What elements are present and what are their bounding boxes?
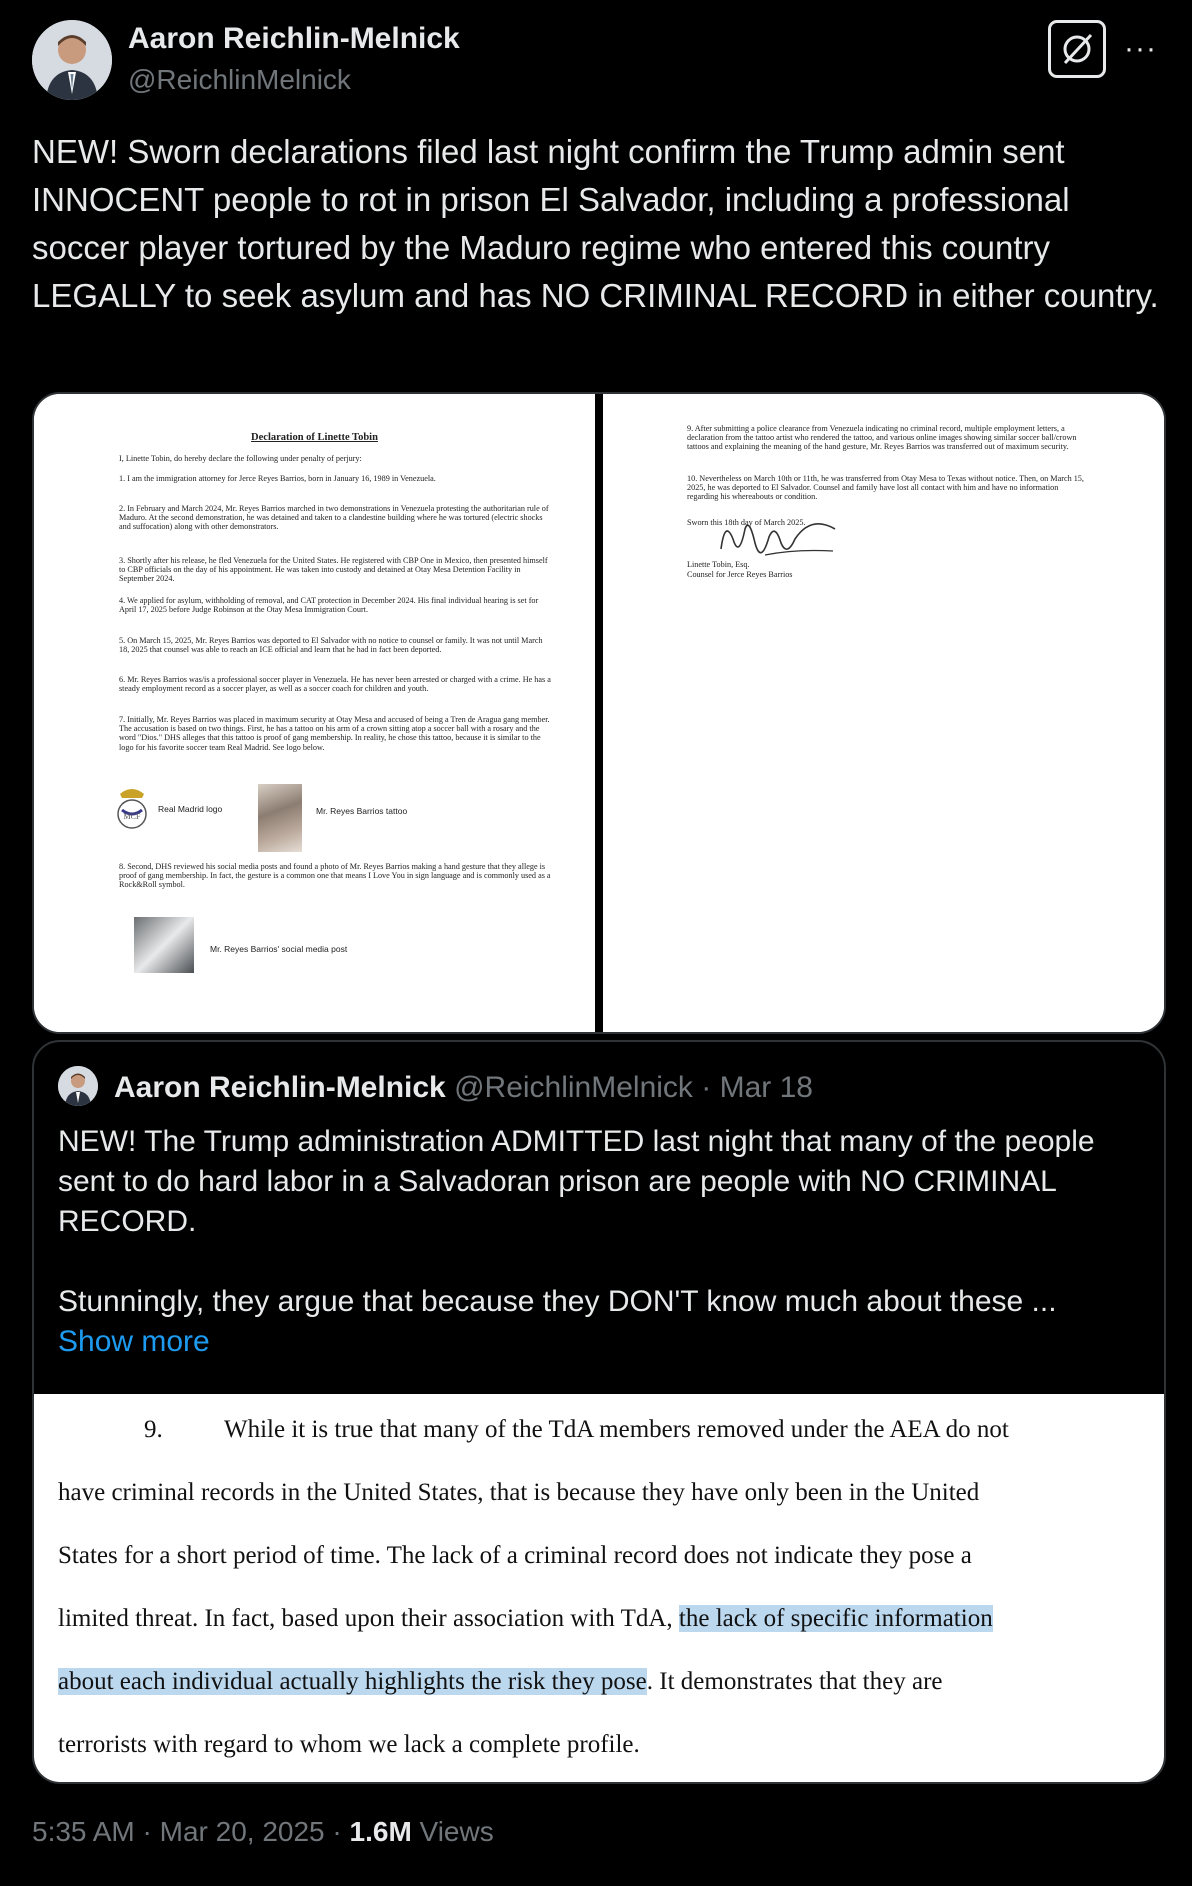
tattoo-caption: Mr. Reyes Barrios tattoo bbox=[316, 806, 408, 816]
quote-author-name[interactable]: Aaron Reichlin-Melnick bbox=[114, 1071, 446, 1104]
declaration-para-10: 10. Nevertheless on March 10th or 11th, he was transferred from Otay Mesa to Texas without notice. Then, on March 15, 2025, he was deported to El Salvador. Counsel and family have lost all contact with him and have no information regarding his whereabouts or condition. bbox=[687, 474, 1084, 502]
signer-role: Counsel for Jerce Reyes Barrios bbox=[687, 570, 793, 579]
quote-document-image[interactable] bbox=[34, 1394, 1164, 1782]
quote-author-handle[interactable]: @ReichlinMelnick bbox=[454, 1071, 693, 1104]
doc-highlight-2: about each individual actually highlights the risk they pose bbox=[58, 1668, 647, 1695]
post-time[interactable]: 5:35 AM bbox=[32, 1816, 135, 1847]
post-date[interactable]: Mar 20, 2025 bbox=[159, 1816, 325, 1847]
tattoo-photo bbox=[258, 784, 302, 852]
views-label: Views bbox=[411, 1816, 494, 1847]
author-handle[interactable]: @ReichlinMelnick bbox=[128, 64, 351, 95]
declaration-para-3: 3. Shortly after his release, he fled Venezuela for the United States. He registered with CBP One in Mexico, then presented himself to CBP officials on the day of his appointment. He was taken into custody and detained at Otay Mesa Detention Facility in September 2024. bbox=[119, 556, 548, 584]
doc-line-1: While it is true that many of the TdA members removed under the AEA do not bbox=[224, 1416, 1009, 1443]
declaration-page-1[interactable] bbox=[34, 394, 595, 1032]
logo-caption: Real Madrid logo bbox=[158, 804, 223, 814]
quote-meta bbox=[114, 1071, 813, 1105]
declaration-page-2[interactable] bbox=[603, 394, 1164, 1032]
svg-text:MCF: MCF bbox=[123, 812, 141, 821]
quote-separator: · bbox=[701, 1071, 712, 1104]
grok-icon bbox=[1051, 23, 1103, 75]
declaration-title: Declaration of Linette Tobin bbox=[251, 432, 378, 443]
doc-line-5 bbox=[58, 1668, 943, 1696]
tweet-header bbox=[32, 20, 1160, 100]
quote-author-avatar[interactable] bbox=[58, 1066, 98, 1106]
tweet-media[interactable] bbox=[32, 392, 1166, 1034]
grok-button[interactable] bbox=[1048, 20, 1106, 78]
doc-line-3: States for a short period of time. The lack of a criminal record does not indicate they pose a bbox=[58, 1542, 972, 1569]
social-media-photo bbox=[134, 917, 194, 973]
doc-line-5-text: . It demonstrates that they are bbox=[646, 1668, 943, 1695]
declaration-para-6: 6. Mr. Reyes Barrios was/is a professional soccer player in Venezuela. He has never been arrested or charged with a crime. He has a steady employment record as a soccer player, as well as a soccer coach for children and youth. bbox=[119, 675, 551, 694]
signer-name: Linette Tobin, Esq. bbox=[687, 560, 750, 569]
real-madrid-logo-image bbox=[114, 784, 150, 830]
author-name[interactable]: Aaron Reichlin-Melnick bbox=[128, 22, 460, 55]
quote-date[interactable]: Mar 18 bbox=[719, 1071, 813, 1104]
declaration-para-8: 8. Second, DHS reviewed his social media posts and found a photo of Mr. Reyes Barrios making a hand gesture that they allege is proof of gang membership. In fact, the gesture is a common one that means I Love You in sign language and is commonly used as a Rock&Roll symbol. bbox=[119, 862, 551, 890]
declaration-para-2: 2. In February and March 2024, Mr. Reyes Barrios marched in two demonstrations in Venezuela protesting the authoritarian rule of Maduro. At the second demonstration, he was detained and taken to a clandestine building where he was tortured (electric shocks and suffocation) along with other demonstrators. bbox=[119, 504, 549, 532]
doc-line-4 bbox=[58, 1605, 993, 1633]
social-caption: Mr. Reyes Barrios' social media post bbox=[210, 944, 348, 954]
footer-separator-1: · bbox=[134, 1816, 160, 1847]
media-divider bbox=[595, 394, 603, 1032]
doc-line-6: terrorists with regard to whom we lack a complete profile. bbox=[58, 1731, 640, 1758]
quoted-tweet[interactable] bbox=[32, 1040, 1166, 1784]
declaration-para-5: 5. On March 15, 2025, Mr. Reyes Barrios was deported to El Salvador with no notice to counsel or family. It was not until March 18, 2025 that counsel was able to reach an ICE official and learn that he had in fact been deported. bbox=[119, 636, 543, 655]
quote-text-para-1: NEW! The Trump administration ADMITTED last night that many of the people sent to do hard labor in a Salvadoran prison are people with NO CRIMINAL RECORD. bbox=[58, 1125, 1095, 1238]
declaration-para-1: 1. I am the immigration attorney for Jerce Reyes Barrios, born in January 16, 1989 in Venezuela. bbox=[119, 474, 436, 483]
footer-separator-2: · bbox=[324, 1816, 350, 1847]
declaration-para-4: 4. We applied for asylum, withholding of removal, and CAT protection in December 2024. His final individual hearing is set for April 17, 2025 before Judge Robinson at the Otay Mesa Immigration Court. bbox=[119, 596, 539, 615]
declaration-para-7: 7. Initially, Mr. Reyes Barrios was placed in maximum security at Otay Mesa and accused of being a Tren de Aragua gang member. The accusation is based on two things. First, he has a tattoo on his arm of a crown sitting atop a soccer ball with a rosary and the word "Dios." DHS alleges that this tattoo is proof of gang membership. In reality, he chose this tattoo, because it is similar to the logo for his favorite soccer team Real Madrid. See logo below. bbox=[119, 715, 550, 752]
doc-line-2: have criminal records in the United States, that is because they have only been in the United bbox=[58, 1479, 980, 1506]
doc-line-4-text: limited threat. In fact, based upon their association with TdA, bbox=[58, 1605, 679, 1632]
declaration-para-9: 9. After submitting a police clearance from Venezuela indicating no criminal record, multiple employment letters, a declaration from the tattoo artist who rendered the tattoo, and various online images showing similar soccer ball/crown tattoos and explaining the meaning of the hand gesture, Mr. Reyes Barrios was transferred out of maximum security. bbox=[687, 424, 1077, 452]
author-avatar[interactable] bbox=[32, 20, 112, 100]
show-more-link[interactable]: Show more bbox=[58, 1325, 210, 1358]
sworn-statement: Sworn this 18th day of March 2025. bbox=[687, 518, 806, 527]
more-icon: ··· bbox=[1124, 32, 1157, 65]
quote-text bbox=[58, 1122, 1138, 1362]
doc-highlight-1: the lack of specific information bbox=[678, 1605, 993, 1632]
doc-line-1-number: 9. bbox=[144, 1416, 163, 1443]
more-button[interactable] bbox=[1124, 32, 1157, 66]
views-count: 1.6M bbox=[349, 1816, 412, 1847]
declaration-intro: I, Linette Tobin, do hereby declare the following under penalty of perjury: bbox=[119, 454, 362, 463]
tweet-footer bbox=[32, 1816, 494, 1848]
tweet-text: NEW! Sworn declarations filed last night confirm the Trump admin sent INNOCENT people to rot in prison El Salvador, including a professional soccer player tortured by the Maduro regime who entered this country LEGALLY to seek asylum and has NO CRIMINAL RECORD in either country. bbox=[32, 133, 1159, 314]
quote-text-para-2: Stunningly, they argue that because they DON'T know much about these ... bbox=[58, 1285, 1057, 1318]
